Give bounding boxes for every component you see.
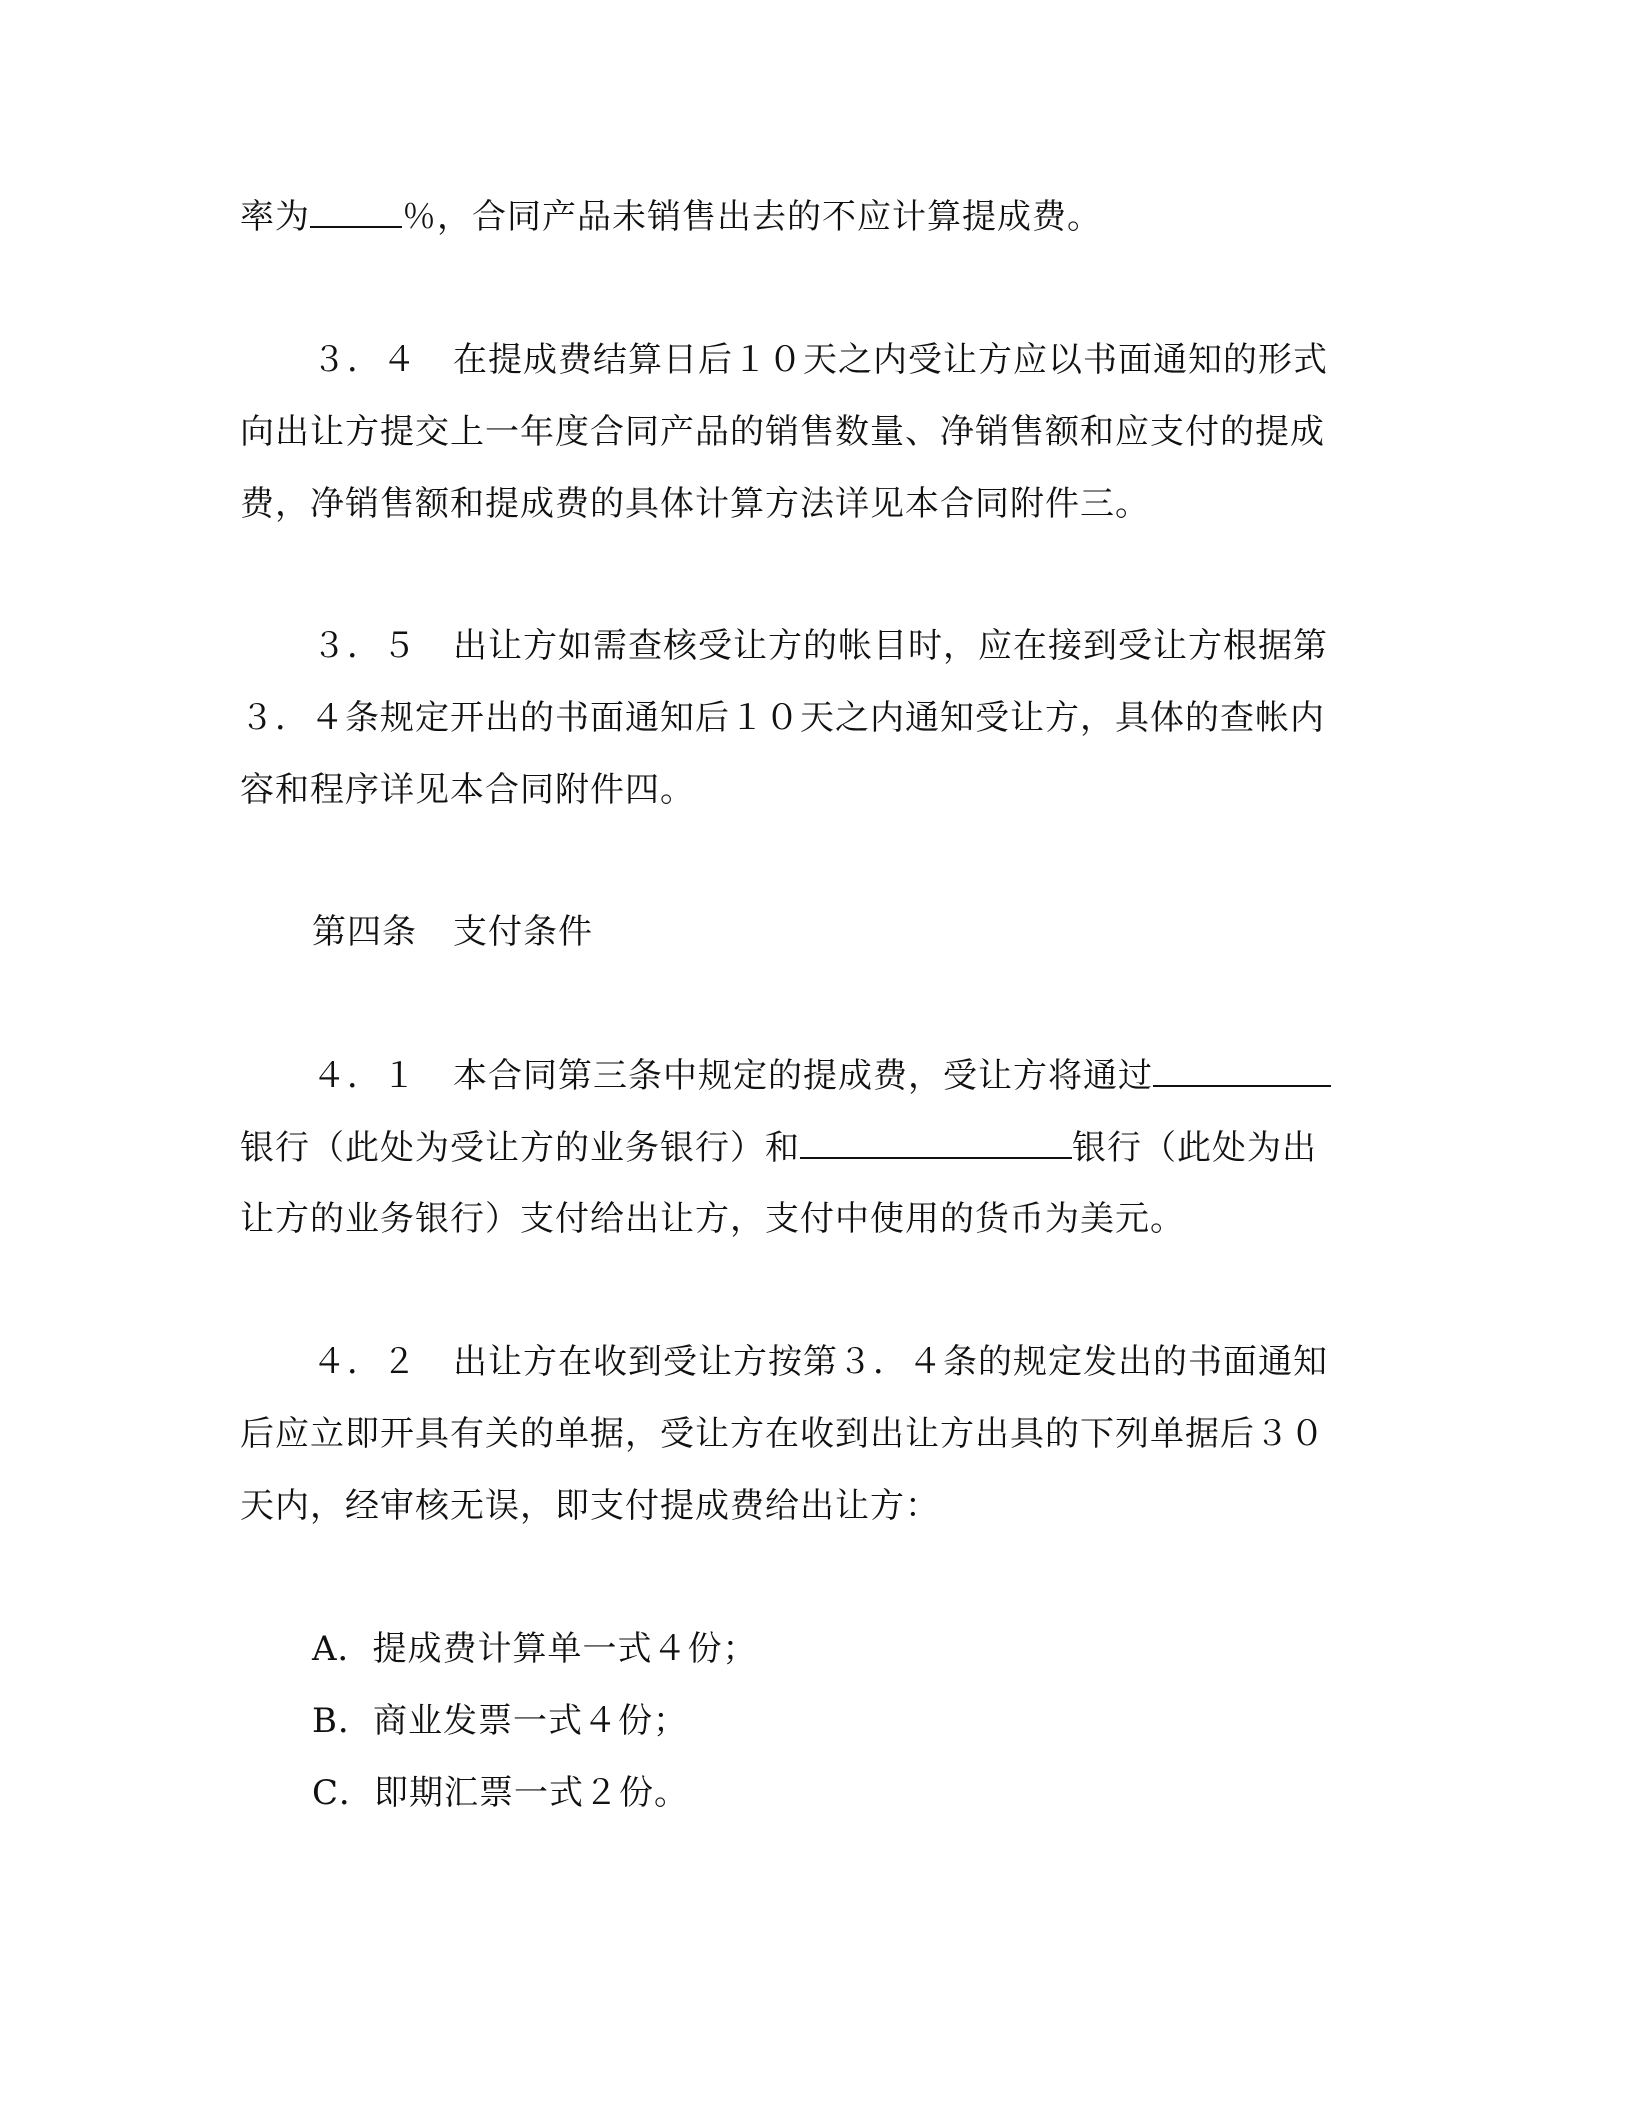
article-heading xyxy=(312,912,1452,956)
text-segment: ３．４条规定开出的书面通知后１０天之内通知受让方，具体的查帐内 xyxy=(240,698,1325,738)
list-item xyxy=(312,1701,1452,1745)
text-segment: 后应立即开具有关的单据，受让方在收到出让方出具的下列单据后３０ xyxy=(240,1414,1325,1454)
paragraph-line xyxy=(240,484,1380,528)
paragraph-line xyxy=(240,1127,1380,1171)
text-segment: 银行（此处为受让方的业务银行）和 xyxy=(240,1128,800,1168)
paragraph-line xyxy=(240,412,1380,456)
clause-number: ３．５ xyxy=(312,626,417,666)
text-segment: ％，合同产品未销售出去的不应计算提成费。 xyxy=(402,197,1102,237)
paragraph-line xyxy=(240,1486,1380,1530)
paragraph-line xyxy=(312,340,1452,384)
text-segment: 银行（此处为出 xyxy=(1072,1128,1317,1168)
list-item-text: B．商业发票一式４份； xyxy=(312,1701,688,1741)
paragraph-line xyxy=(312,1055,1452,1099)
text-segment: 本合同第三条中规定的提成费，受让方将通过 xyxy=(453,1056,1153,1096)
text-segment: 在提成费结算日后１０天之内受让方应以书面通知的形式 xyxy=(453,340,1328,380)
list-item-text: A．提成费计算单一式４份； xyxy=(312,1629,758,1669)
paragraph-line xyxy=(240,1414,1380,1458)
clause-number: ４．１ xyxy=(312,1056,417,1096)
paragraph-line xyxy=(240,698,1380,742)
list-item xyxy=(312,1773,1452,1817)
paragraph-line xyxy=(240,770,1380,814)
text-segment: 出让方在收到受让方按第３．４条的规定发出的书面通知 xyxy=(453,1342,1328,1382)
clause-number: ３．４ xyxy=(312,340,417,380)
fill-in-blank xyxy=(800,1127,1072,1159)
paragraph-line xyxy=(312,626,1452,670)
text-segment: 费，净销售额和提成费的具体计算方法详见本合同附件三。 xyxy=(240,484,1150,524)
text-segment: 容和程序详见本合同附件四。 xyxy=(240,770,695,810)
text-segment: 出让方如需查核受让方的帐目时，应在接到受让方根据第 xyxy=(453,626,1328,666)
article-number: 第四条 xyxy=(312,912,417,952)
text-segment: 天内，经审核无误，即支付提成费给出让方： xyxy=(240,1486,940,1526)
list-item xyxy=(312,1629,1452,1673)
article-title: 支付条件 xyxy=(453,912,593,952)
paragraph-line xyxy=(240,1199,1380,1243)
text-segment: 率为 xyxy=(240,197,310,237)
paragraph-line xyxy=(240,196,1380,240)
fill-in-blank xyxy=(1153,1055,1331,1087)
text-segment: 让方的业务银行）支付给出让方，支付中使用的货币为美元。 xyxy=(240,1199,1185,1239)
clause-number: ４．２ xyxy=(312,1342,417,1382)
list-item-text: C．即期汇票一式２份。 xyxy=(312,1773,690,1813)
paragraph-line xyxy=(312,1342,1452,1386)
fill-in-blank xyxy=(310,196,402,228)
text-segment: 向出让方提交上一年度合同产品的销售数量、净销售额和应支付的提成 xyxy=(240,412,1325,452)
